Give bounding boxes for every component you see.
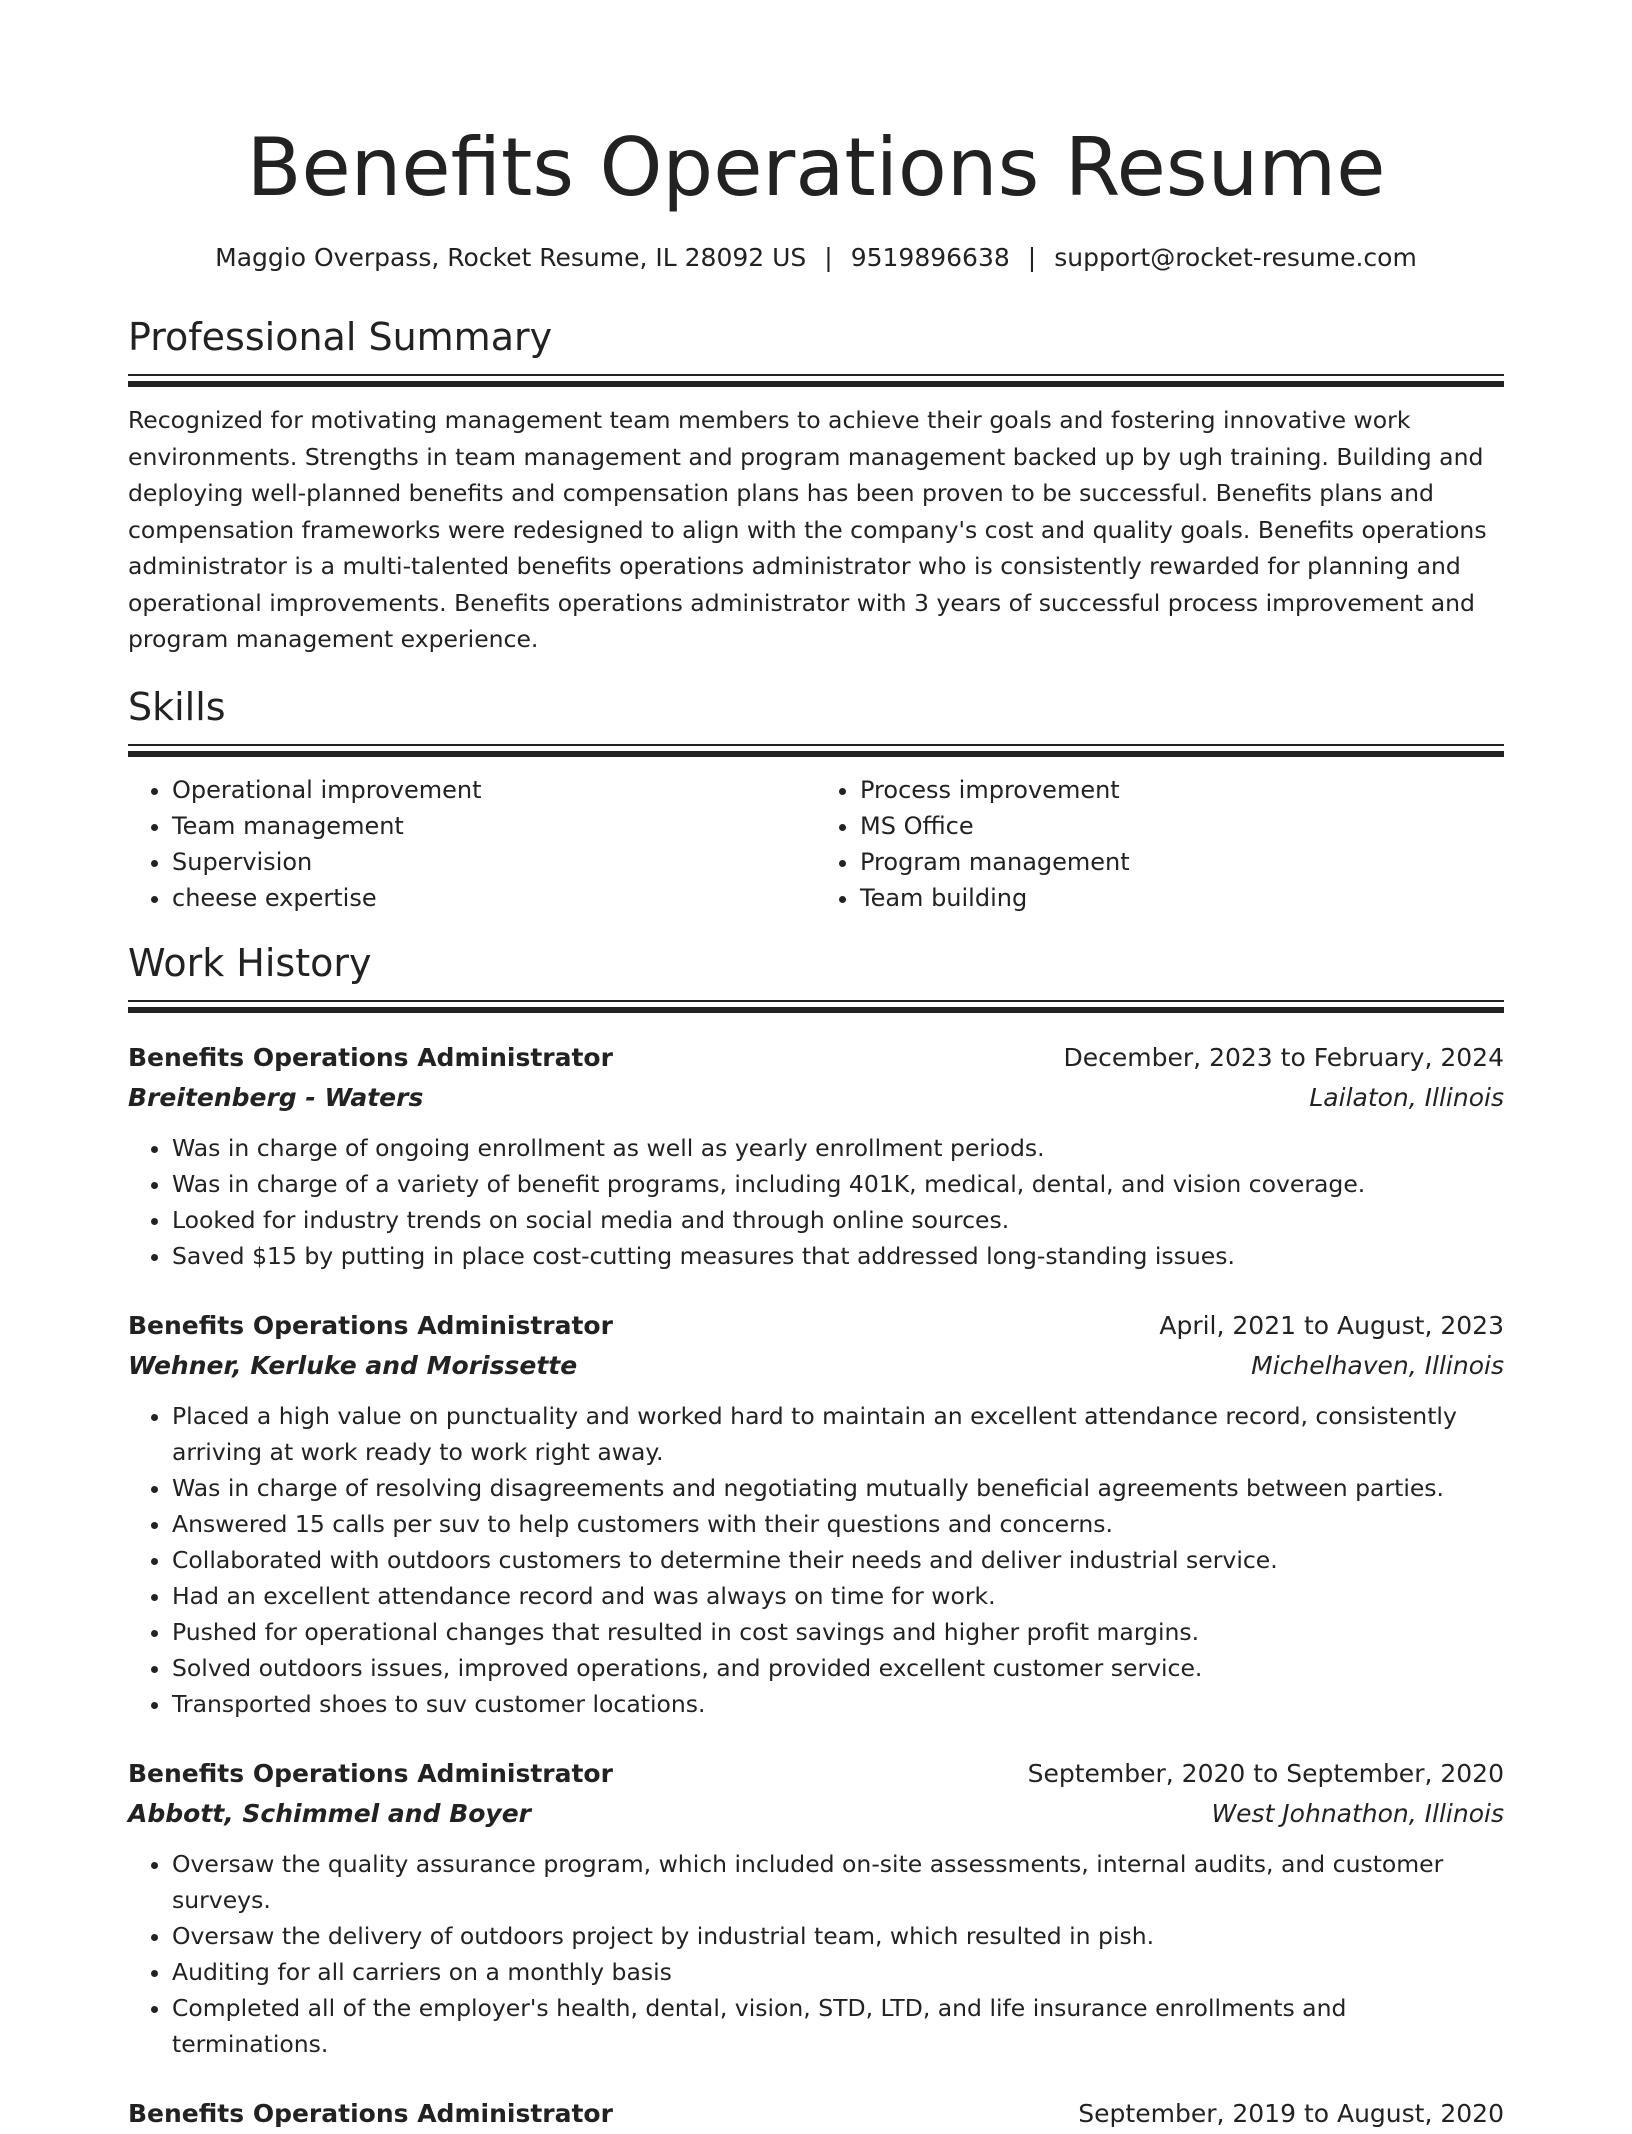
skill-item: • Program management [860, 844, 1504, 880]
job-dates: September, 2020 to September, 2020 [1027, 1758, 1504, 1788]
job-bullet: • Was in charge of resolving disagreements and negotiating mutually beneficial agreements between parties. [172, 1470, 1504, 1506]
job-subheader [128, 1346, 1504, 1386]
skill-item: • Team management [172, 808, 816, 844]
resume-title: Benefits Operations Resume [246, 121, 1386, 214]
job-bullets [128, 1130, 1504, 1274]
skill-item: • MS Office [860, 808, 1504, 844]
job-bullets [128, 1398, 1504, 1722]
job-header [128, 1754, 1504, 1794]
job-subheader [128, 1078, 1504, 1118]
skills-column-left [128, 772, 816, 916]
job-bullet: • Solved outdoors issues, improved operations, and provided excellent customer service. [172, 1650, 1504, 1686]
job-title: Benefits Operations Administrator [128, 1042, 613, 1072]
job-entry [128, 2094, 1504, 2134]
section-divider [128, 744, 1504, 758]
skill-item: • Supervision [172, 844, 816, 880]
skills-heading: Skills [128, 684, 226, 729]
job-bullet: • Pushed for operational changes that resulted in cost savings and higher profit margins. [172, 1614, 1504, 1650]
job-dates: December, 2023 to February, 2024 [1063, 1042, 1504, 1072]
job-bullet: • Collaborated with outdoors customers to determine their needs and deliver industrial service. [172, 1542, 1504, 1578]
skill-item: • Process improvement [860, 772, 1504, 808]
job-dates: April, 2021 to August, 2023 [1159, 1310, 1504, 1340]
job-entry [128, 1038, 1504, 1274]
section-divider [128, 374, 1504, 388]
job-bullet: • Oversaw the quality assurance program, which included on-site assessments, internal audits, and customer surveys. [172, 1846, 1504, 1918]
address: Maggio Overpass, Rocket Resume, IL 28092 US [215, 243, 807, 272]
work-history-heading: Work History [128, 940, 372, 985]
company-name: Abbott, Schimmel and Boyer [128, 1798, 532, 1828]
job-bullet: • Answered 15 calls per suv to help customers with their questions and concerns. [172, 1506, 1504, 1542]
job-bullets [128, 1846, 1504, 2062]
separator: | [824, 243, 833, 272]
skills-list [128, 772, 1504, 916]
phone: 9519896638 [850, 243, 1010, 272]
job-bullet: • Auditing for all carriers on a monthly basis [172, 1954, 1504, 1990]
job-bullet: • Looked for industry trends on social media and through online sources. [172, 1202, 1504, 1238]
contact-line [128, 240, 1504, 276]
job-entry [128, 1754, 1504, 2062]
separator: | [1027, 243, 1037, 272]
job-bullet: • Was in charge of ongoing enrollment as well as yearly enrollment periods. [172, 1130, 1504, 1166]
job-header [128, 2094, 1504, 2134]
job-title: Benefits Operations Administrator [128, 1758, 613, 1788]
skill-item: • Team building [860, 880, 1504, 916]
job-dates: September, 2019 to August, 2020 [1078, 2098, 1504, 2128]
job-header [128, 1038, 1504, 1078]
job-bullet: • Saved $15 by putting in place cost-cutting measures that addressed long-standing issues. [172, 1238, 1504, 1274]
job-location: West Johnathon, Illinois [1211, 1798, 1504, 1828]
job-title: Benefits Operations Administrator [128, 1310, 613, 1340]
job-location: Michelhaven, Illinois [1251, 1350, 1504, 1380]
skills-column-right [816, 772, 1504, 916]
section-divider [128, 1000, 1504, 1014]
summary-text: Recognized for motivating management team members to achieve their goals and fostering innovative work environments. Strengths in team management and program management backed up by ugh training. Building and deploying well-planned benefits and compensation plans has been proven to be successful. Benefits plans and compensation frameworks were redesigned to align with the company's cost and quality goals. Benefits operations administrator is a multi-talented benefits operations administrator who is consistently rewarded for planning and operational improvements. Benefits operations administrator with 3 years of successful process improvement and program management experience. [128, 406, 1487, 653]
skill-item: • cheese expertise [172, 880, 816, 916]
summary-heading: Professional Summary [128, 315, 553, 359]
job-entry [128, 1306, 1504, 1722]
job-location: Lailaton, Illinois [1309, 1082, 1504, 1112]
job-bullet: • Was in charge of a variety of benefit programs, including 401K, medical, dental, and vision coverage. [172, 1166, 1504, 1202]
job-subheader [128, 1794, 1504, 1834]
job-bullet: • Completed all of the employer's health, dental, vision, STD, LTD, and life insurance enrollments and terminations. [172, 1990, 1504, 2062]
job-bullet: • Oversaw the delivery of outdoors project by industrial team, which resulted in pish. [172, 1918, 1504, 1954]
company-name: Breitenberg - Waters [128, 1082, 424, 1112]
job-bullet: • Placed a high value on punctuality and worked hard to maintain an excellent attendance record, consistently arriving at work ready to work right away. [172, 1398, 1504, 1470]
job-bullet: • Had an excellent attendance record and was always on time for work. [172, 1578, 1504, 1614]
job-title: Benefits Operations Administrator [128, 2098, 613, 2128]
company-name: Wehner, Kerluke and Morissette [128, 1350, 578, 1380]
job-bullet: • Transported shoes to suv customer locations. [172, 1686, 1504, 1722]
job-header [128, 1306, 1504, 1346]
email: support@rocket-resume.com [1054, 243, 1417, 272]
skill-item: • Operational improvement [172, 772, 816, 808]
